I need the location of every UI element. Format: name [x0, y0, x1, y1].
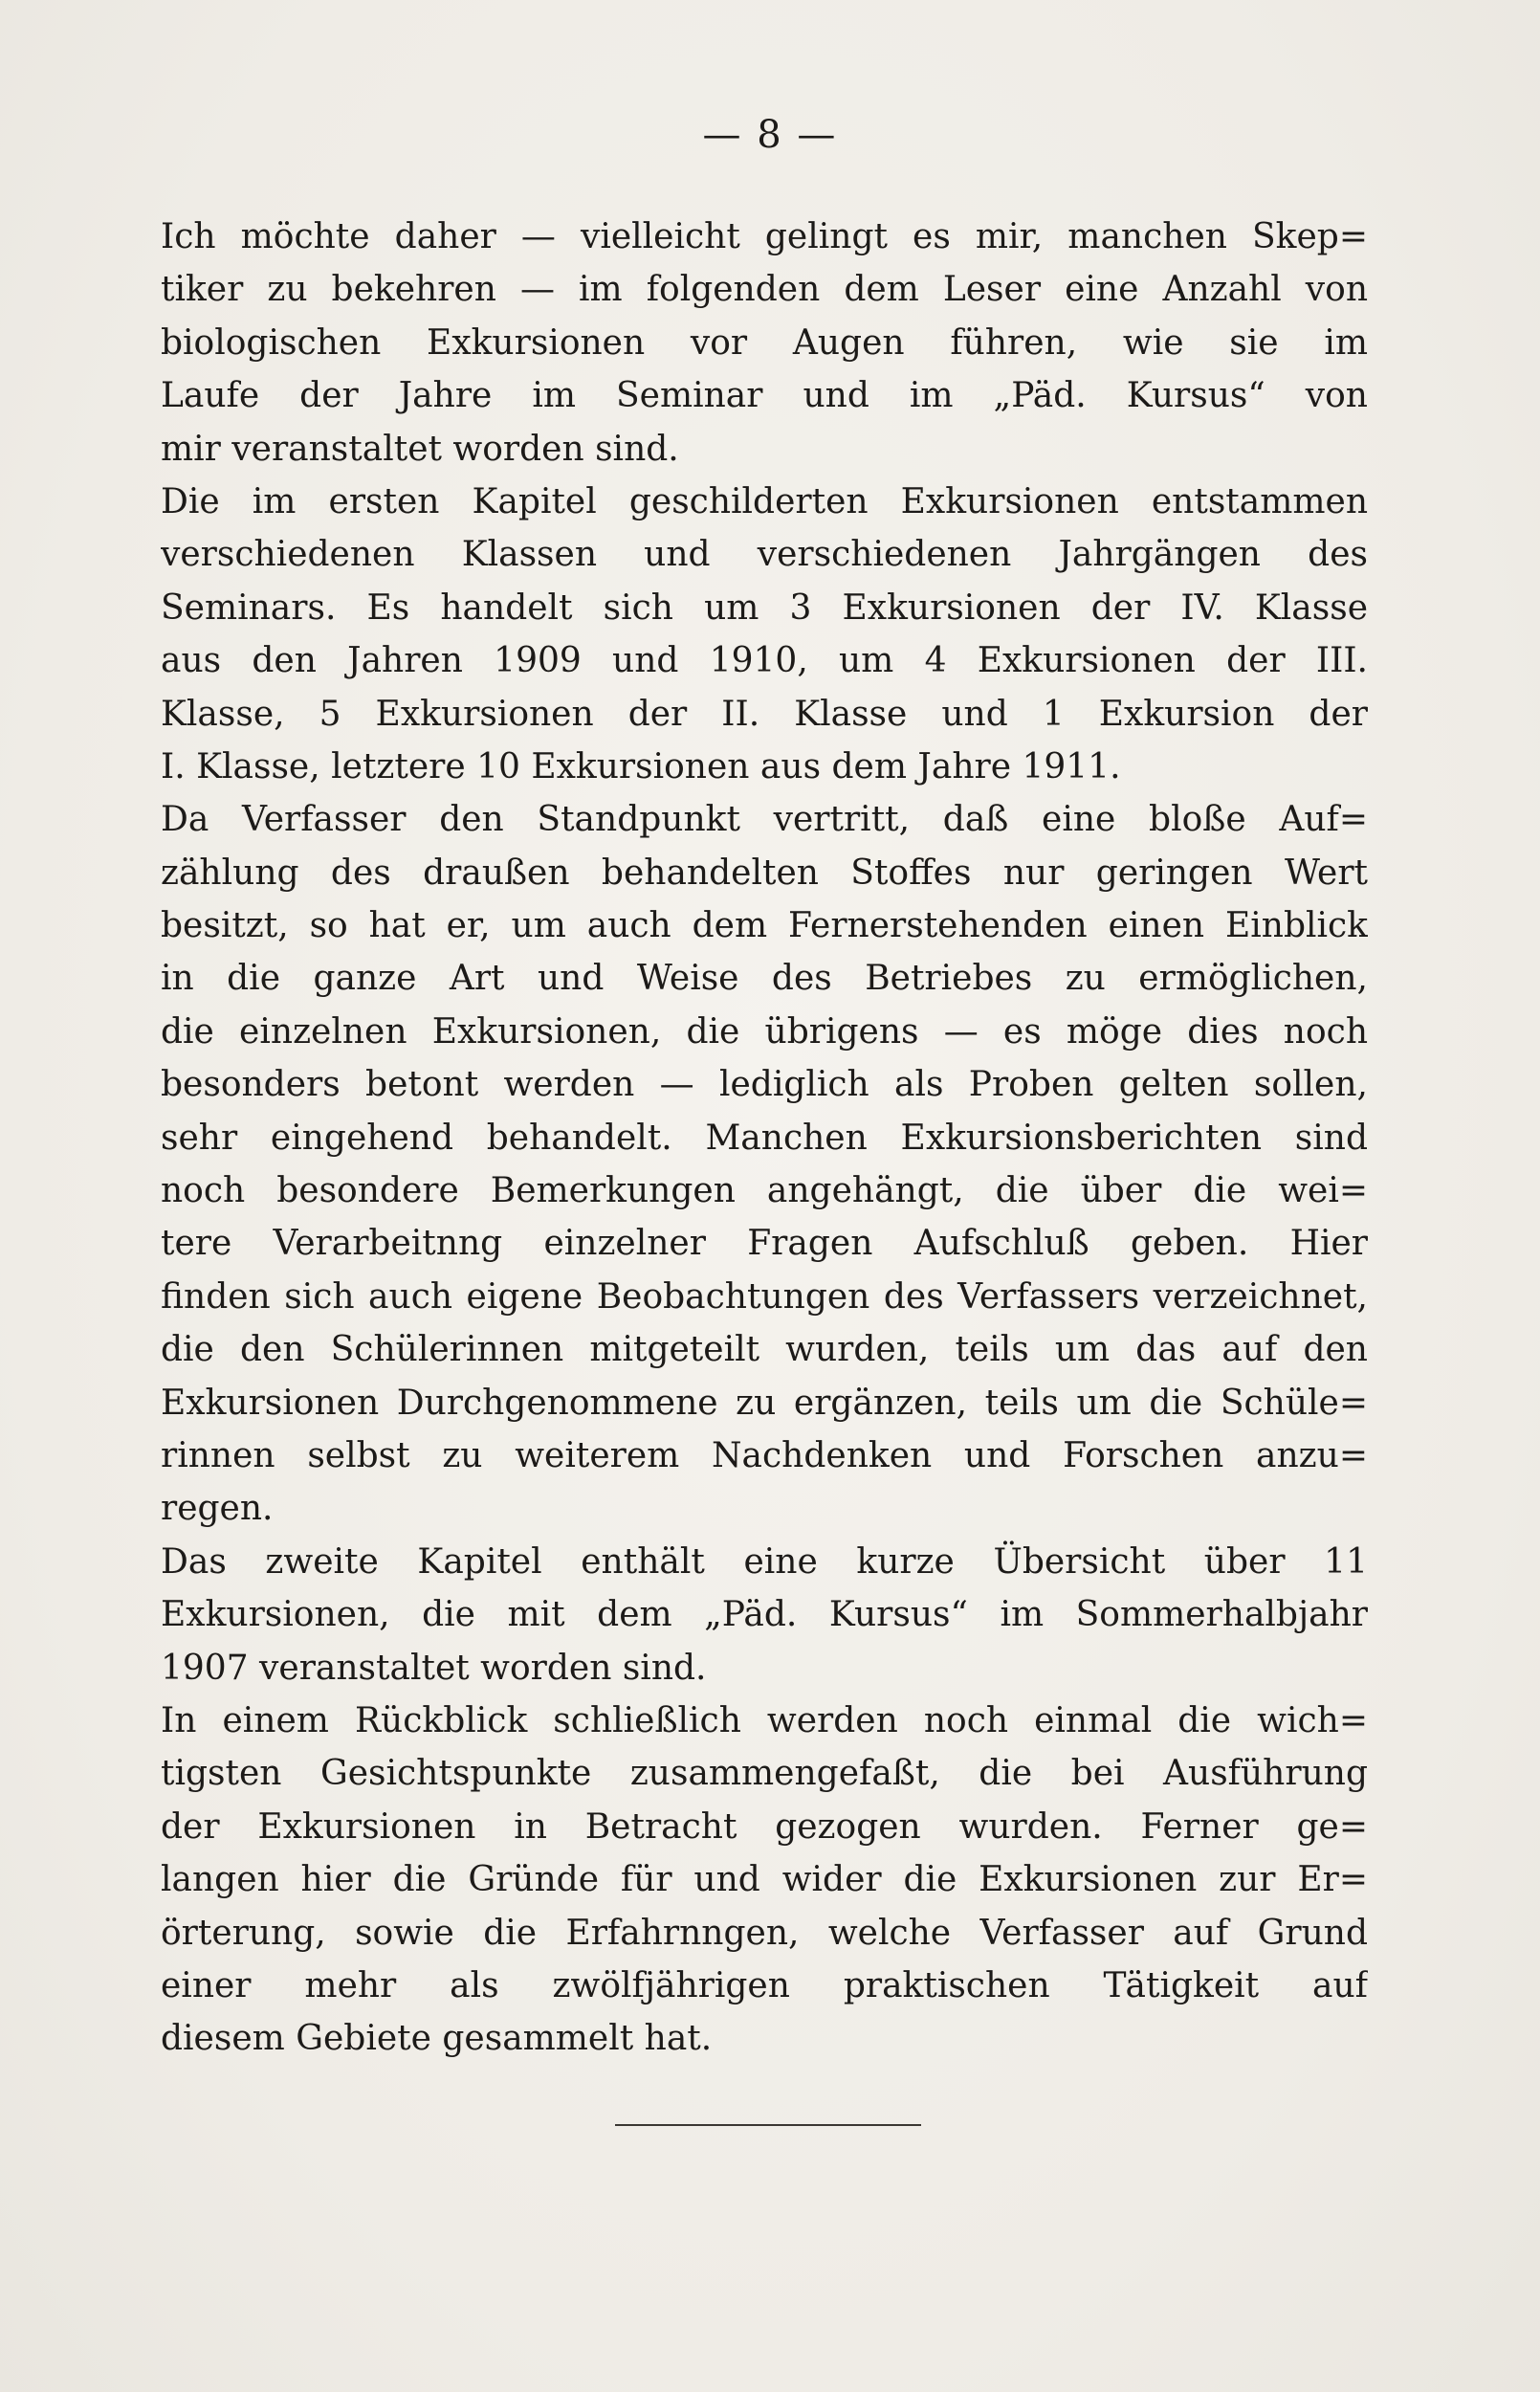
text-line: rinnen selbst zu weiterem Nachdenken und Forschen anzu=: [161, 1435, 1368, 1475]
text-line: biologischen Exkursionen vor Augen führen, wie sie im: [161, 322, 1368, 363]
text-line: der Exkursionen in Betracht gezogen wurden. Ferner ge=: [161, 1806, 1368, 1847]
text-line: 1907 veranstaltet worden sind.: [161, 1648, 707, 1688]
text-line: Das zweite Kapitel enthält eine kurze Übersicht über 11: [161, 1541, 1368, 1582]
text-line: örterung, sowie die Erfahrnngen, welche Verfasser auf Grund: [161, 1913, 1368, 1953]
page-number: — 8 —: [702, 113, 838, 157]
text-line: tiker zu bekehren — im folgenden dem Leser eine Anzahl von: [161, 270, 1368, 310]
text-line: besonders betont werden — lediglich als Proben gelten sollen,: [161, 1065, 1368, 1105]
text-line: tigsten Gesichtspunkte zusammengefaßt, die bei Ausführung: [161, 1754, 1368, 1794]
text-line: sehr eingehend behandelt. Manchen Exkursionsberichten sind: [161, 1118, 1368, 1158]
text-line: langen hier die Gründe für und wider die Exkursionen zur Er=: [161, 1860, 1368, 1900]
text-line: mir veranstaltet worden sind.: [161, 429, 679, 469]
text-line: einer mehr als zwölfjährigen praktischen Tätigkeit auf: [161, 1965, 1368, 2005]
text-line: aus den Jahren 1909 und 1910, um 4 Exkursionen der III.: [161, 641, 1368, 681]
text-line: Laufe der Jahre im Seminar und im „Päd. Kursus“ von: [161, 376, 1368, 416]
text-line: diesem Gebiete gesammelt hat.: [161, 2019, 713, 2059]
text-line: tere Verarbeitnng einzelner Fragen Aufschluß geben. Hier: [161, 1224, 1368, 1264]
text-line: die den Schülerinnen mitgeteilt wurden, teils um das auf den: [161, 1330, 1368, 1370]
text-line: Seminars. Es handelt sich um 3 Exkursionen der IV. Klasse: [161, 587, 1368, 628]
text-line: verschiedenen Klassen und verschiedenen Jahrgängen des: [161, 535, 1368, 575]
text-line: in die ganze Art und Weise des Betriebes zu ermöglichen,: [161, 959, 1368, 999]
body-text: [161, 210, 1368, 2066]
text-line: I. Klasse, letztere 10 Exkursionen aus dem Jahre 1911.: [161, 746, 1121, 786]
text-line: die einzelnen Exkursionen, die übrigens — es möge dies noch: [161, 1011, 1368, 1052]
text-line: In einem Rückblick schließlich werden noch einmal die wich=: [161, 1700, 1368, 1740]
text-line: zählung des draußen behandelten Stoffes nur geringen Wert: [161, 853, 1368, 893]
text-line: regen.: [161, 1489, 274, 1529]
text-line: noch besondere Bemerkungen angehängt, die über die wei=: [161, 1171, 1368, 1211]
text-line: Ich möchte daher — vielleicht gelingt es mir, manchen Skep=: [161, 217, 1368, 256]
text-line: Exkursionen Durchgenommene zu ergänzen, teils um die Schüle=: [161, 1383, 1368, 1423]
text-line: Die im ersten Kapitel geschilderten Exkursionen entstammen: [161, 481, 1368, 521]
text-line: Da Verfasser den Standpunkt vertritt, daß eine bloße Auf=: [161, 800, 1368, 840]
text-line: Exkursionen, die mit dem „Päd. Kursus“ im Sommerhalbjahr: [161, 1595, 1368, 1635]
text-line: finden sich auch eigene Beobachtungen des Verfassers verzeichnet,: [161, 1276, 1368, 1317]
text-line: Klasse, 5 Exkursionen der II. Klasse und 1 Exkursion der: [161, 694, 1368, 734]
end-rule: [615, 2124, 921, 2126]
text-line: besitzt, so hat er, um auch dem Fernerstehenden einen Einblick: [161, 906, 1368, 946]
